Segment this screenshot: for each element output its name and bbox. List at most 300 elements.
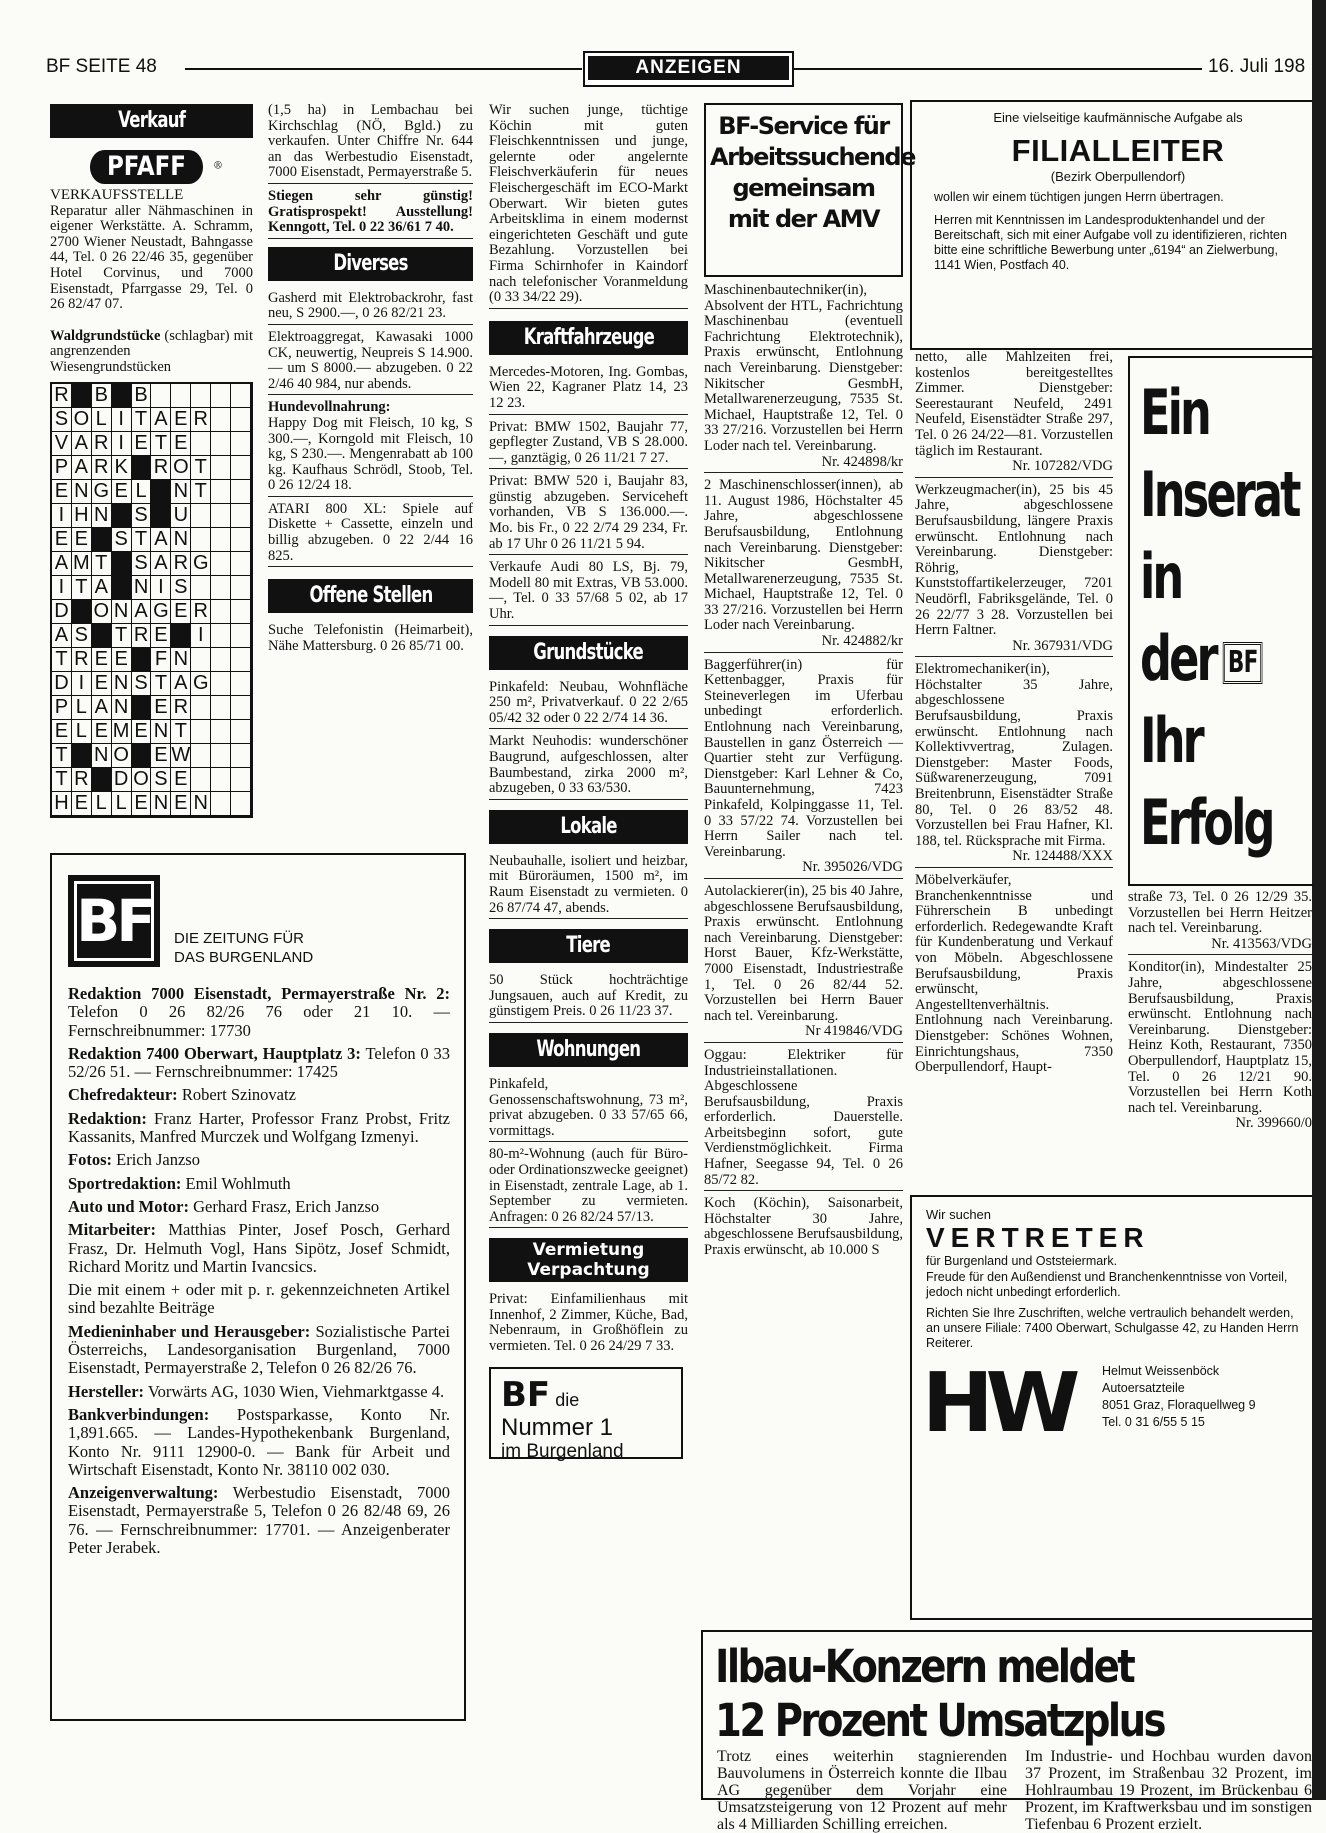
crossword-cell: T bbox=[191, 456, 211, 480]
hund-text: Happy Dog mit Fleisch, 10 kg, S 300.—, Korngold mit Fleisch, 10 kg, S 230.—. Mengenrabatt ab 100 kg. Kaufhaus Schrödl, Stoob, Tel. 0 26 12/24 18. bbox=[268, 414, 473, 494]
inserat-word: Erfolg bbox=[1140, 786, 1273, 859]
header-section-label: ANZEIGEN bbox=[588, 56, 789, 80]
crossword-cell: N bbox=[72, 480, 92, 504]
ad-moebelverkaeufer: Möbelverkäufer, Branchenkenntnisse und Führerschein B unbedingt erforderlich. Redegewandte Kraft für Kundenberatung und Verkauf von Möbeln. Abgeschlossene Berufsausbildung, Praxis erwünscht, Angestelltenverhältnis. Entlohnung nach Vereinbarung. Dienstgeber: Schönes Wohnen, Einrichtungshaus, 7350 Oberpullendorf, Haupt- bbox=[915, 872, 1113, 1076]
col5a bbox=[915, 350, 1113, 1076]
impressum-line: Redaktion 7000 Eisenstadt, Permayerstraße Nr. 2: Telefon 0 26 82/26 76 oder 21 10. — Fernschreibnummer: 17730 bbox=[68, 984, 450, 1040]
crossword-cell bbox=[231, 528, 251, 552]
article-headline: Ilbau-Konzern meldet 12 Prozent Umsatzplus bbox=[715, 1640, 1165, 1747]
pfaff-logo: PFAFF bbox=[90, 150, 203, 184]
crossword-cell: O bbox=[112, 744, 132, 768]
crossword-cell: N bbox=[171, 528, 191, 552]
header-rule-right bbox=[792, 68, 1202, 70]
crossword-cell: N bbox=[112, 696, 132, 720]
crossword-cell: V bbox=[52, 432, 72, 456]
hw-row bbox=[921, 1356, 1302, 1451]
crossword-cell: L bbox=[92, 792, 112, 816]
crossword-cell: P bbox=[52, 696, 72, 720]
crossword-cell: E bbox=[92, 648, 112, 672]
crossword-cell: S bbox=[72, 624, 92, 648]
crossword-cell bbox=[191, 576, 211, 600]
ad-80m2: 80-m²-Wohnung (auch für Büro- oder Ordinationszwecke geeignet) in Eisenstadt, zentrale Lage, ab 1. September zu vermieten. Anfragen: 0 26 82/24 57/13. bbox=[489, 1147, 688, 1228]
inserat-word: Inserat bbox=[1140, 458, 1299, 531]
crossword-cell: R bbox=[191, 600, 211, 624]
crossword-cell bbox=[231, 408, 251, 432]
crossword-cell bbox=[211, 456, 231, 480]
impressum-line: Redaktion: Franz Harter, Professor Franz Probst, Fritz Kassanits, Manfred Murczek und Wolfgang Izmenyi. bbox=[68, 1108, 450, 1147]
bf-nummer1-box: BF die Nummer 1 im Burgenland bbox=[489, 1367, 683, 1459]
crossword-cell bbox=[231, 600, 251, 624]
crossword-cell bbox=[132, 456, 152, 480]
crossword-row bbox=[52, 696, 251, 720]
crossword-cell bbox=[231, 696, 251, 720]
ad-maschinenbau: Maschinenbautechniker(in), Absolvent der HTL, Fachrichtung Maschinenbau (eventuell Fachrichtung Elektrotechnik), Praxis erwünscht, Entlohnung nach Vereinbarung. Dienstgeber: Nikitscher GesmbH, Metallwarenerzeugung, 7535 St. Michael, Hauptstraße 12, Tel. 0 33 27/216. Vorzustellen bei Herrn Loder nach tel. Vereinbarung. Nr. 424898/kr bbox=[704, 283, 903, 473]
ad-stiegen: Stiegen sehr günstig! Gratisprospekt! Ausstellung! Kenngott, Tel. 0 22 36/61 7 40. bbox=[268, 189, 473, 239]
hw-logo: HW bbox=[921, 1356, 1073, 1451]
crossword-cell: A bbox=[92, 696, 112, 720]
crossword-cell: L bbox=[92, 408, 112, 432]
pfaff-logo-wrap: PFAFF ® bbox=[50, 150, 253, 184]
crossword-cell bbox=[211, 696, 231, 720]
crossword-cell: H bbox=[52, 792, 72, 816]
ad-suche: Suche Telefonistin (Heimarbeit), Nähe Mattersburg. 0 26 85/71 00. bbox=[268, 622, 473, 654]
crossword-cell: L bbox=[72, 720, 92, 744]
crossword-cell: T bbox=[52, 744, 72, 768]
crossword-cell: E bbox=[132, 792, 152, 816]
crossword-cell: I bbox=[52, 504, 72, 528]
pfaff-sub: VERKAUFSSTELLE bbox=[50, 187, 184, 203]
crossword-cell: N bbox=[171, 648, 191, 672]
crossword-cell: T bbox=[191, 480, 211, 504]
crossword-cell bbox=[211, 528, 231, 552]
pfaff-text: Reparatur aller Nähmaschinen in eigener Werkstätte. A. Schramm, 2700 Wiener Neustadt, Bahngasse 44, Tel. 0 26 22/46 35, gegenüber Hotel Corvinus, und 7000 Eisenstadt, Pfarrgasse 29, Tel. 0 26 82/47 07. bbox=[50, 202, 253, 313]
crossword-cell bbox=[72, 384, 92, 408]
crossword-cell: O bbox=[132, 768, 152, 792]
bf-service-title: BF-Service für Arbeitssuchende gemeinsam mit der AMV bbox=[710, 112, 915, 233]
impressum-line: Auto und Motor: Gerhard Frasz, Erich Janzso bbox=[68, 1196, 380, 1216]
crossword-cell: L bbox=[112, 792, 132, 816]
crossword-cell: L bbox=[72, 696, 92, 720]
crossword-cell bbox=[231, 504, 251, 528]
crossword-cell: E bbox=[92, 720, 112, 744]
crossword-cell: B bbox=[132, 384, 152, 408]
crossword-cell: N bbox=[92, 744, 112, 768]
crossword-cell bbox=[231, 384, 251, 408]
crossword-cell: T bbox=[112, 624, 132, 648]
hund-title: Hundevollnahrung: bbox=[268, 399, 391, 416]
ad-neuhodis: Markt Neuhodis: wunderschöner Baugrund, aufgeschlossen, alter Baumbestand, zirka 2000 m², abzugeben, 0 33 63/530. bbox=[489, 734, 688, 799]
crossword-cell: E bbox=[132, 720, 152, 744]
impressum-line: Bankverbindungen: Postsparkasse, Konto Nr. 1,891.665. — Landes-Hypothekenbank Burgenland, Konto Nr. 9111 12900-0. — Bank für Arbeit und Wirtschaft Eisenstadt, Konto Nr. 38110 002 030. bbox=[68, 1404, 450, 1479]
crossword-row bbox=[52, 648, 251, 672]
crossword-cell: S bbox=[151, 768, 171, 792]
crossword-cell bbox=[112, 552, 132, 576]
crossword-cell: I bbox=[112, 432, 132, 456]
crossword-cell: O bbox=[92, 600, 112, 624]
impressum-line: Medieninhaber und Herausgeber: Sozialistische Partei Österreichs, Landesorganisation Burgenland, 7000 Eisenstadt, Permayerstraße 2, Telefon 0 26 82/26 76. bbox=[68, 1321, 450, 1378]
crossword-cell: N bbox=[191, 792, 211, 816]
crossword-cell: E bbox=[171, 432, 191, 456]
section-offene-stellen: Offene Stellen bbox=[268, 579, 473, 613]
crossword-cell bbox=[231, 648, 251, 672]
ad-koch: Koch (Köchin), Saisonarbeit, Höchstalter 30 Jahre, abgeschlossene Berufsausbildung, Praxis erwünscht, ab 10.000 S bbox=[704, 1195, 903, 1259]
crossword-cell: E bbox=[171, 408, 191, 432]
crossword-row bbox=[52, 504, 251, 528]
crossword-cell: A bbox=[52, 552, 72, 576]
crossword-cell: P bbox=[52, 456, 72, 480]
ad-elektroaggregat: Elektroaggregat, Kawasaki 1000 CK, neuwertig, Neupreis S 14.900.— um S 8000.— abzugeben. 0 22 2/46 40 984, nur abends. bbox=[268, 330, 473, 395]
section-wohnungen: Wohnungen bbox=[489, 1033, 688, 1067]
crossword-cell bbox=[191, 696, 211, 720]
section-kraftfahrzeuge: Kraftfahrzeuge bbox=[489, 321, 688, 355]
crossword-cell bbox=[132, 696, 152, 720]
ad-strasse: straße 73, Tel. 0 26 12/29 35. Vorzustellen bei Herrn Heitzer nach tel. Vereinbarung. Nr. 413563/VDG bbox=[1128, 890, 1312, 955]
crossword-cell: E bbox=[132, 432, 152, 456]
crossword-cell: E bbox=[151, 744, 171, 768]
crossword-cell: S bbox=[132, 504, 152, 528]
crossword-cell bbox=[171, 384, 191, 408]
ad-audi: Verkaufe Audi 80 LS, Bj. 79, Modell 80 mit Extras, VB 53.000.—, Tel. 0 33 57/68 5 02, ab 17 Uhr. bbox=[489, 560, 688, 625]
crossword-cell: A bbox=[151, 408, 171, 432]
crossword-cell bbox=[191, 504, 211, 528]
crossword-cell: N bbox=[92, 504, 112, 528]
inserat-word: der BF bbox=[1140, 618, 1265, 700]
header-rule-left bbox=[185, 68, 582, 70]
crossword-cell: L bbox=[132, 480, 152, 504]
crossword-cell bbox=[231, 480, 251, 504]
impressum-line: Chefredakteur: Robert Szinovatz bbox=[68, 1085, 296, 1105]
ad-pinkafeld2: Pinkafeld, Genossenschaftswohnung, 73 m², privat abzugeben. 0 33 57/65 66, vormittags. bbox=[489, 1077, 688, 1142]
crossword-cell bbox=[211, 624, 231, 648]
crossword-cell: E bbox=[112, 480, 132, 504]
crossword-cell: E bbox=[72, 792, 92, 816]
crossword-cell bbox=[211, 792, 231, 816]
ad-stueck: 50 Stück hochträchtige Jungsauen, auch auf Kredit, zu günstigem Preis. 0 26 11/23 37. bbox=[489, 973, 688, 1023]
bf-logo: BF bbox=[68, 875, 160, 967]
crossword-cell: I bbox=[191, 624, 211, 648]
col3 bbox=[489, 102, 688, 1462]
crossword-row bbox=[52, 552, 251, 576]
crossword-cell: I bbox=[151, 576, 171, 600]
crossword-cell bbox=[92, 768, 112, 792]
crossword-cell: E bbox=[151, 696, 171, 720]
inserat-word: Ihr bbox=[1140, 704, 1202, 777]
crossword-cell bbox=[112, 504, 132, 528]
crossword-cell bbox=[92, 624, 112, 648]
crossword-cell: N bbox=[112, 672, 132, 696]
crossword-cell: E bbox=[52, 720, 72, 744]
crossword-cell: T bbox=[92, 552, 112, 576]
col4 bbox=[704, 103, 915, 1259]
crossword-cell bbox=[231, 768, 251, 792]
impressum-line: Mitarbeiter: Matthias Pinter, Josef Posch, Gerhard Frasz, Dr. Helmuth Vogl, Hans Sipötz, Josef Schmidt, Richard Moritz und Martin Ivancsics. bbox=[68, 1220, 450, 1276]
ad-werkzeugmacher: Werkzeugmacher(in), 25 bis 45 Jahre, abgeschlossene Berufsausbildung, längere Praxis erwünscht. Entlohnung nach Vereinbarung. Dienstgeber: Röhrig, Kunststoffartikelerzeuger, 7201 Neudörfl, Fabriksgelände, Tel. 0 26 22/77 3 28. Vorzustellen bei Herrn Faltner. Nr. 367931/VDG bbox=[915, 483, 1113, 658]
crossword-cell bbox=[191, 720, 211, 744]
crossword-cell bbox=[171, 624, 191, 648]
crossword-cell: E bbox=[52, 528, 72, 552]
crossword-cell bbox=[231, 456, 251, 480]
ad-pinkafeld: Pinkafeld: Neubau, Wohnfläche 250 m², Privatverkauf. 0 22 2/65 05/42 32 oder 0 22 2/74 14 36. bbox=[489, 680, 688, 730]
crossword-cell: I bbox=[72, 672, 92, 696]
inserat-box bbox=[1128, 356, 1314, 886]
impressum-line: Hersteller: Vorwärts AG, 1030 Wien, Viehmarktgasse 4. bbox=[68, 1381, 445, 1401]
crossword-cell bbox=[231, 792, 251, 816]
impressum-line: Die mit einem + oder mit p. r. gekennzeichneten Artikel sind bezahlte Beiträge bbox=[68, 1280, 450, 1318]
crossword-cell: U bbox=[171, 504, 191, 528]
crossword-cell: G bbox=[151, 600, 171, 624]
impressum-line: Redaktion 7400 Oberwart, Hauptplatz 3: Telefon 0 33 52/26 51. — Fernschreibnummer: 17425 bbox=[68, 1043, 450, 1082]
crossword-cell bbox=[191, 648, 211, 672]
crossword-cell bbox=[112, 384, 132, 408]
crossword-cell: E bbox=[171, 792, 191, 816]
impressum-line: Sportredaktion: Emil Wohlmuth bbox=[68, 1173, 291, 1193]
wald-text: (schlagbar) mit angrenzenden Wiesengrundstücken bbox=[50, 327, 253, 375]
crossword-cell: A bbox=[132, 600, 152, 624]
crossword-cell: E bbox=[92, 672, 112, 696]
crossword-cell: T bbox=[151, 672, 171, 696]
ad-gasherd: Gasherd mit Elektrobackrohr, fast neu, S 2900.—, 0 26 82/21 23. bbox=[268, 291, 473, 325]
crossword-cell bbox=[211, 768, 231, 792]
crossword-cell: N bbox=[151, 720, 171, 744]
crossword-cell bbox=[211, 744, 231, 768]
crossword-cell bbox=[151, 504, 171, 528]
ad-elektriker: Oggau: Elektriker für Industrieinstallationen. Abgeschlossene Berufsausbildung, Praxis erforderlich. Dauerstelle. Arbeitsbeginn sofort, gute Verdienstmöglichkeit. Firma Hafner, Seegasse 94, Tel. 0 26 85/72 82. bbox=[704, 1048, 903, 1191]
crossword-cell bbox=[211, 720, 231, 744]
crossword-cell: S bbox=[132, 672, 152, 696]
crossword-cell: R bbox=[92, 456, 112, 480]
crossword-cell bbox=[151, 480, 171, 504]
crossword-cell: M bbox=[112, 720, 132, 744]
impressum-lines bbox=[68, 985, 450, 1557]
crossword-cell: S bbox=[112, 528, 132, 552]
crossword-cell: G bbox=[191, 672, 211, 696]
crossword-cell: S bbox=[171, 576, 191, 600]
crossword-cell bbox=[132, 648, 152, 672]
crossword-cell: T bbox=[52, 768, 72, 792]
wald-bold: Waldgrundstücke bbox=[50, 327, 161, 344]
crossword-cell: R bbox=[52, 384, 72, 408]
crossword-cell bbox=[211, 600, 231, 624]
ad-koechin: Wir suchen junge, tüchtige Köchin mit guten Fleischkenntnissen und junge, gelernte oder angelernte Fleischverkäuferin für neues Fleischergeschäft im ECO-Markt Oberwart. Wir bieten gutes Arbeitsklima in einem modernst eingerichteten Geschäft und gute Bezahlung. Vorzustellen bei Firma Schirnhofer in Kaindorf nach telefonischer Voranmeldung (0 33 34/22 29). bbox=[489, 103, 688, 309]
crossword-cell: R bbox=[92, 432, 112, 456]
crossword-cell bbox=[231, 624, 251, 648]
crossword-cell: E bbox=[171, 768, 191, 792]
crossword-cell bbox=[72, 600, 92, 624]
crossword-cell: N bbox=[132, 576, 152, 600]
crossword-cell: N bbox=[151, 792, 171, 816]
crossword-cell: R bbox=[171, 552, 191, 576]
crossword-row bbox=[52, 744, 251, 768]
crossword-cell bbox=[151, 384, 171, 408]
ad-privat: Privat: Einfamilienhaus mit Innenhof, 2 Zimmer, Küche, Bad, Nebenraum, in Großhöflein zu vermieten. Tel. 0 26 24/29 7 33. bbox=[489, 1291, 688, 1355]
crossword-cell bbox=[191, 432, 211, 456]
right-edge-bar bbox=[1312, 0, 1326, 1800]
crossword-cell: A bbox=[72, 432, 92, 456]
crossword-cell bbox=[211, 408, 231, 432]
ad-baggerfuehrer: Baggerführer(in) für Kettenbagger, Praxis für Steineverlegen im Uferbau unbedingt erforderlich. Entlohnung nach Vereinbarung, Baustellen in ganz Österreich — Quartier steht zur Verfügung. Dienstgeber: Karl Lehner & Co, Bauunternehmung, 7423 Pinkafeld, Kolpinggasse 11, Tel. 0 33 57/22 74. Vorzustellen bei Herrn Sailer nach tel. Vereinbarung. Nr. 395026/VDG bbox=[704, 658, 903, 879]
section-diverses: Diverses bbox=[268, 247, 473, 281]
crossword-cell bbox=[191, 528, 211, 552]
crossword-cell bbox=[211, 648, 231, 672]
crossword-cell bbox=[191, 744, 211, 768]
col5b bbox=[1128, 890, 1312, 1132]
crossword-cell: T bbox=[52, 648, 72, 672]
crossword-cell bbox=[112, 576, 132, 600]
ad-bmw1502: Privat: BMW 1502, Baujahr 77, gepflegter Zustand, VB S 28.000.—, ganztägig, 0 26 11/21 7 27. bbox=[489, 420, 688, 470]
crossword-row bbox=[52, 720, 251, 744]
crossword-cell: A bbox=[92, 576, 112, 600]
crossword-cell: K bbox=[112, 456, 132, 480]
crossword-cell bbox=[231, 672, 251, 696]
crossword-cell: D bbox=[52, 672, 72, 696]
crossword-cell: F bbox=[151, 648, 171, 672]
filialleiter-box: Eine vielseitige kaufmännische Aufgabe als FILIALLEITER (Bezirk Oberpullendorf) wollen wir einem tüchtigen jungen Herrn übertragen. Herren mit Kenntnissen im Landesproduktenhandel und der Bereitschaft, sich mit einer Aufgabe voll zu identifizieren, richten bitte eine schriftliche Bewerbung unter „6194“ an Zielwerbung, 1141 Wien, Postfach 40. bbox=[910, 100, 1312, 350]
crossword-cell: N bbox=[171, 480, 191, 504]
ad-hund bbox=[268, 400, 473, 497]
crossword-row bbox=[52, 432, 251, 456]
ad-atari: ATARI 800 XL: Spiele auf Diskette + Cassette, einzeln und billig abzugeben. 0 22 2/44 16 825. bbox=[268, 502, 473, 567]
section-tiere: Tiere bbox=[489, 929, 688, 963]
crossword-cell bbox=[211, 672, 231, 696]
crossword-cell: W bbox=[171, 743, 191, 766]
crossword-row bbox=[52, 576, 251, 600]
header-left: BF SEITE 48 bbox=[46, 56, 157, 77]
section-verkauf: Verkauf bbox=[50, 104, 253, 138]
crossword-cell: G bbox=[191, 552, 211, 576]
crossword-cell: E bbox=[151, 624, 171, 648]
header-section-box bbox=[583, 51, 794, 87]
crossword-cell bbox=[211, 384, 231, 408]
crossword-row bbox=[52, 456, 251, 480]
impressum-line: Anzeigenverwaltung: Werbestudio Eisenstadt, 7000 Eisenstadt, Permayerstraße 5, Telefon 0 26 82/48 69, 26 76. — Fernschreibnummer: 17701. — Anzeigenberater Peter Jerabek. bbox=[68, 1483, 450, 1558]
crossword-row bbox=[52, 792, 251, 816]
crossword-cell: S bbox=[52, 408, 72, 432]
crossword-cell: R bbox=[151, 456, 171, 480]
ad-netto: netto, alle Mahlzeiten frei, kostenlos bereitgestelltes Zimmer. Dienstgeber: Seerestaurant Neufeld, 2491 Neufeld, Eisenstädter Straße 297, Tel. 0 26 24/22—81. Vorzustellen täglich im Restaurant. Nr. 107282/VDG bbox=[915, 350, 1113, 478]
col5 bbox=[910, 100, 1312, 350]
crossword-cell: A bbox=[52, 624, 72, 648]
crossword-cell: I bbox=[112, 408, 132, 432]
crossword-row bbox=[52, 480, 251, 504]
crossword-cell: T bbox=[132, 528, 152, 552]
article-text-2: Im Industrie- und Hochbau wurden davon 37 Prozent, im Straßenbau 32 Prozent, im Hohlraumbau 19 Prozent, im Brückenbau 6 Prozent, im Kraftwerksbau und im sonstigen Tiefenbau 6 Prozent erzielt. bbox=[1025, 1748, 1312, 1833]
crossword-cell: N bbox=[112, 600, 132, 624]
crossword-cell bbox=[191, 768, 211, 792]
crossword-cell: I bbox=[52, 576, 72, 600]
crossword-cell: H bbox=[72, 504, 92, 528]
crossword-cell: B bbox=[92, 384, 112, 408]
col1 bbox=[50, 104, 253, 818]
vertreter-box: Wir suchen VERTRETER für Burgenland und Oststeiermark. Freude für den Außendienst und Branchenkenntnisse von Vorteil, jedoch nicht unbedingt erforderlich. Richten Sie Ihre Zuschriften, welche vertraulich behandelt werden, an unsere Filiale: 7400 Oberwart, Schulgasse 42, zu Handen Herrn Reiterer. HW Helmut Weissenböck Autoersatzteile 8051 Graz, Floraquellweg 9 Tel. 0 31 6/55 5 15 bbox=[910, 1195, 1312, 1620]
crossword-cell: R bbox=[171, 696, 191, 720]
crossword-cell bbox=[191, 384, 211, 408]
crossword-cell bbox=[72, 744, 92, 768]
crossword-row bbox=[52, 672, 251, 696]
crossword-cell bbox=[211, 552, 231, 576]
crossword-row bbox=[52, 600, 251, 624]
crossword-cell bbox=[211, 576, 231, 600]
crossword-row bbox=[52, 384, 251, 408]
inserat-words bbox=[1130, 358, 1314, 864]
crossword-row bbox=[52, 624, 251, 648]
crossword-row bbox=[52, 768, 251, 792]
wald-ad bbox=[50, 329, 253, 376]
section-grundstuecke: Grundstücke bbox=[489, 636, 688, 670]
crossword-cell: T bbox=[151, 432, 171, 456]
ad-konditor: Konditor(in), Mindestalter 25 Jahre, abgeschlossene Berufsausbildung, Praxis erwünscht. Entlohnung nach Vereinbarung. Dienstgeber: Heinz Koth, Restaurant, 7350 Oberpullendorf, Hauptplatz 15, Tel. 0 26 12/21 90. Vorzustellen bei Herrn Koth nach tel. Vereinbarung. Nr. 399660/0 bbox=[1128, 959, 1312, 1132]
crossword-cell: R bbox=[191, 408, 211, 432]
ad-neubauhalle: Neubauhalle, isoliert und heizbar, mit Büroräumen, 1500 m², im Raum Eisenstadt zu vermieten. 0 26 87/74 47, abends. bbox=[489, 854, 688, 919]
crossword-cell bbox=[231, 720, 251, 744]
ad-maschinenschlosser: 2 Maschinenschlosser(innen), ab 11. August 1986, Höchstalter 45 Jahre, abgeschlossene Berufsausbildung, Entlohnung nach Vereinbarung. Dienstgeber: Nikitscher GesmbH, Metallwarenerzeugung, 7535 St. Michael, Hauptstraße 12, Tel. 0 33 27/216. Vorzustellen bei Herrn Loder nach Vereinbarung. Nr. 424882/kr bbox=[704, 478, 903, 653]
ad-autolackierer: Autolackierer(in), 25 bis 40 Jahre, abgeschlossene Berufsausbildung, Praxis erwünscht. Entlohnung nach Vereinbarung. Dienstgeber: Horst Bauer, Kfz-Werkstätte, 7000 Eisenstadt, Industriestraße 1, Tel. 0 26 82/44 52. Vorzustellen bei Herrn Bauer nach tel. Vereinbarung. Nr 419846/VDG bbox=[704, 884, 903, 1043]
crossword-cell: T bbox=[171, 720, 191, 744]
crossword-cell: A bbox=[151, 552, 171, 576]
bf-service-box bbox=[704, 103, 915, 277]
crossword-cell bbox=[211, 432, 231, 456]
crossword-cell: A bbox=[151, 528, 171, 552]
crossword-cell bbox=[211, 480, 231, 504]
ad-bmw520: Privat: BMW 520 i, Baujahr 83, günstig abzugeben. Serviceheft vorhanden, VB S 136.000.—. Mo. bis Fr., 0 22 2/74 29 234, Fr. ab 17 Uhr 0 26 11/21 5 94. bbox=[489, 474, 688, 555]
impressum-box bbox=[50, 853, 466, 1721]
crossword-cell: O bbox=[72, 408, 92, 432]
crossword-cell: D bbox=[112, 768, 132, 792]
col2 bbox=[268, 103, 473, 654]
crossword-cell: R bbox=[132, 624, 152, 648]
crossword-cell bbox=[231, 552, 251, 576]
crossword-cell bbox=[211, 504, 231, 528]
crossword-cell bbox=[132, 744, 152, 768]
crossword-row bbox=[52, 408, 251, 432]
impressum-line: Fotos: Erich Janzso bbox=[68, 1150, 200, 1170]
crossword-cell bbox=[231, 432, 251, 456]
header-date: 16. Juli 198 bbox=[1208, 56, 1306, 77]
crossword-cell: A bbox=[72, 456, 92, 480]
article-text-1: Trotz eines weiterhin stagnierenden Bauvolumens in Österreich konnte die Ilbau AG gegenüber dem Vorjahr eine Umsatzsteigerung von 12 Prozent auf mehr als 4 Milliarden Schilling erreichen. bbox=[717, 1748, 1007, 1833]
ad-lembach: (1,5 ha) in Lembachau bei Kirchschlag (NÖ, Bgld.) zu verkaufen. Unter Chiffre Nr. 644 an das Werbestudio Eisenstadt, 7000 Eisenstadt, Permayerstraße 5. bbox=[268, 103, 473, 184]
crossword-cell: E bbox=[171, 600, 191, 624]
bf-inline-logo: BF bbox=[1223, 642, 1263, 684]
crossword-cell bbox=[231, 576, 251, 600]
ad-mercedes: Mercedes-Motoren, Ing. Gombas, Wien 22, Kagraner Platz 14, 23 12 23. bbox=[489, 365, 688, 415]
crossword-cell: O bbox=[171, 456, 191, 480]
inserat-word: in bbox=[1140, 540, 1182, 613]
crossword-cell: R bbox=[72, 768, 92, 792]
crossword-cell: R bbox=[72, 648, 92, 672]
crossword-cell: M bbox=[72, 552, 92, 576]
crossword-cell: E bbox=[112, 648, 132, 672]
hw-address: Helmut Weissenböck Autoersatzteile 8051 Graz, Floraquellweg 9 Tel. 0 31 6/55 5 15 bbox=[1102, 1364, 1256, 1429]
crossword-cell: D bbox=[52, 600, 72, 624]
crossword bbox=[50, 382, 253, 818]
crossword-cell: S bbox=[132, 552, 152, 576]
impressum-header: BF DIE ZEITUNG FÜR DAS BURGENLAND bbox=[68, 875, 450, 967]
section-vermietung: Vermietung Verpachtung bbox=[489, 1238, 688, 1282]
crossword-cell bbox=[231, 744, 251, 768]
crossword-row bbox=[52, 528, 251, 552]
crossword-cell: T bbox=[132, 408, 152, 432]
crossword-cell: G bbox=[92, 480, 112, 504]
inserat-word: Ein bbox=[1140, 376, 1209, 449]
crossword-cell: A bbox=[171, 672, 191, 696]
crossword-cell: T bbox=[72, 576, 92, 600]
ad-elektromechaniker: Elektromechaniker(in), Höchstalter 35 Jahre, abgeschlossene Berufsausbildung, Praxis erwünscht. Entlohnung nach Kollektivvertrag, Zulagen. Dienstgeber: Master Foods, Süßwarenerzeugung, 7091 Breitenbrunn, Eisenstädter Straße 80, Tel. 0 26 83/52 48. Vorzustellen bei Frau Hafner, Kl. 188, tel. Rücksprache mit Firma. Nr. 124488/XXX bbox=[915, 662, 1113, 868]
bf-small-logo: BF bbox=[501, 1374, 551, 1415]
crossword-cell: E bbox=[52, 480, 72, 504]
crossword-cell: E bbox=[72, 528, 92, 552]
section-lokale: Lokale bbox=[489, 810, 688, 844]
crossword-cell bbox=[92, 528, 112, 552]
